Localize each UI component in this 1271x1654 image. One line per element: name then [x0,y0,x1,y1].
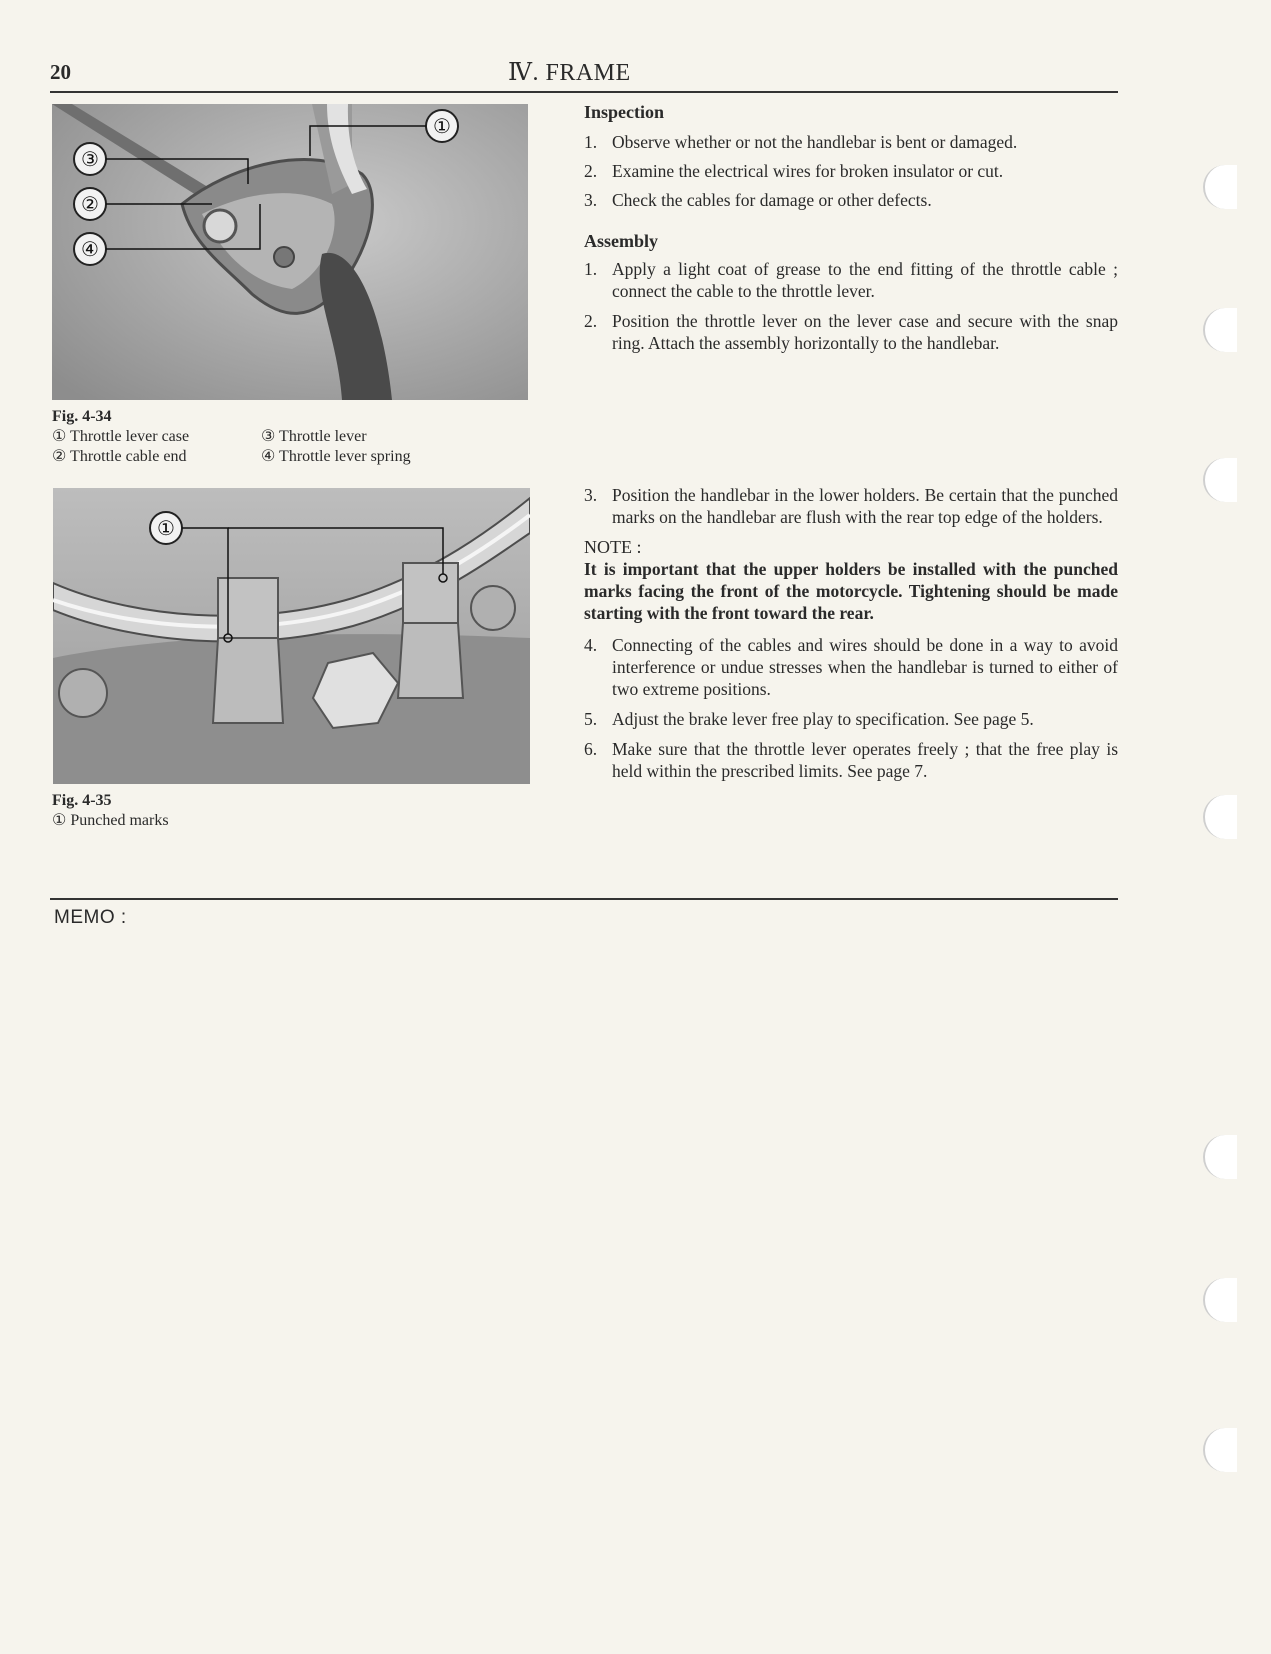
figure-throttle-lever-photo [52,104,528,400]
list-item: 5. Adjust the brake lever free play to specification. See page 5. [584,709,1034,729]
legend-item: ③ Throttle lever [261,428,367,445]
section-title: Ⅳ. FRAME [508,60,631,86]
note-text: It is important that the upper holders be installed with the punched marks facing the front of the motorcycle. Tightening should be made starting with the front toward the rear. [584,559,1118,623]
callout-4: ④ [81,239,99,261]
callout-2: ② [81,194,99,216]
figure-handlebar-holders-photo [53,488,530,784]
assembly-section [584,230,1118,362]
binder-hole [1203,165,1237,209]
figure-label: Fig. 4-35 [52,792,112,809]
binder-hole [1203,1278,1237,1322]
figure-label: Fig. 4-34 [52,408,112,425]
memo-rule [50,898,1118,900]
callout-1: ① [157,518,175,540]
binder-hole [1203,1135,1237,1179]
binder-hole [1203,458,1237,502]
binder-hole [1203,795,1237,839]
legend-item: ② Throttle cable end [52,448,187,465]
assembly-continued [584,484,1118,790]
assembly-heading: Assembly [584,231,659,251]
legend-item: ① Punched marks [52,812,169,829]
inspection-heading: Inspection [584,102,665,122]
list-item: 6. Make sure that the throttle lever operates freely ; that the free play is held within the prescribed limits. See page 7. [584,739,1118,781]
legend-item: ① Throttle lever case [52,428,190,445]
list-item: 2. Position the throttle lever on the lever case and secure with the snap ring. Attach the assembly horizontally to the handlebar. [584,311,1118,353]
binder-hole [1203,308,1237,352]
list-item: 1. Observe whether or not the handlebar is bent or damaged. [584,132,1018,152]
list-item: 3. Check the cables for damage or other defects. [584,190,932,210]
list-item: 3. Position the handlebar in the lower holders. Be certain that the punched marks on the handlebar are flush with the rear top edge of the holders. [584,485,1118,527]
inspection-section [584,101,1118,218]
list-item: 2. Examine the electrical wires for broken insulator or cut. [584,161,1004,181]
binder-hole [1203,1428,1237,1472]
callout-3: ③ [81,149,99,171]
list-item: 4. Connecting of the cables and wires should be done in a way to avoid interference or undue stresses when the handlebar is turned to either of two extreme positions. [584,635,1118,699]
page-number: 20 [50,60,71,84]
figure-4-34-caption [52,407,411,467]
legend-item: ④ Throttle lever spring [261,448,411,465]
header-rule [50,91,1118,93]
memo-label: MEMO : [54,907,127,928]
callout-1: ① [433,116,451,138]
note-label: NOTE : [584,537,642,557]
figure-4-35-caption [52,791,169,831]
list-item: 1. Apply a light coat of grease to the end fitting of the throttle cable ; connect the cable to the throttle lever. [584,259,1118,301]
